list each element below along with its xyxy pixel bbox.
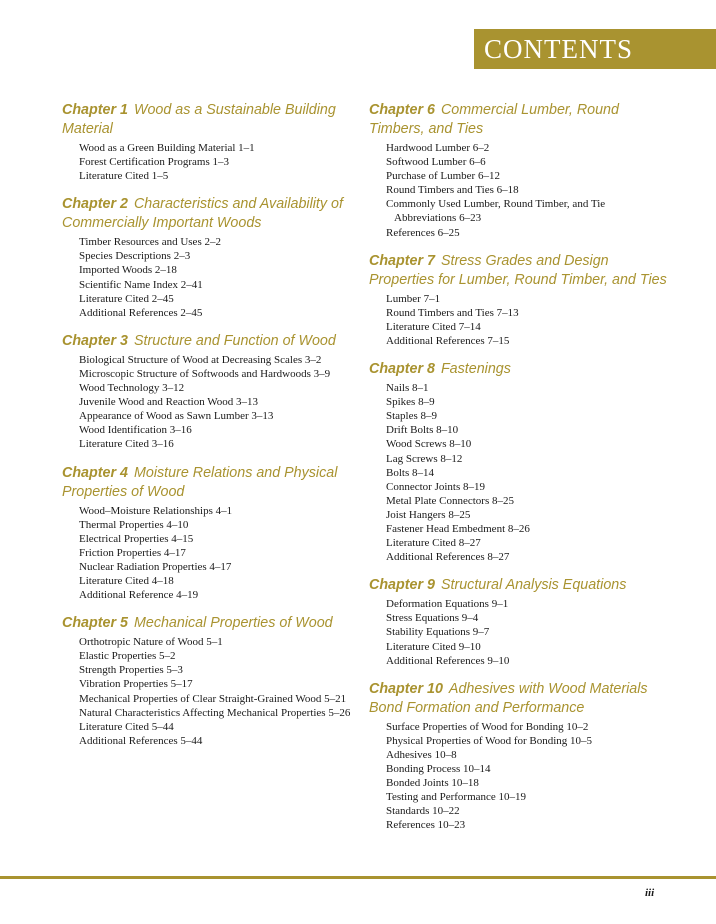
section-entry[interactable]: Physical Properties of Wood for Bonding 10–5 (386, 734, 593, 747)
section-entry[interactable]: Scientific Name Index 2–41 (79, 278, 203, 291)
chapter-title: Stress Grades and Design Properties for Lumber, Round Timber, and Ties (369, 252, 667, 288)
section-entry[interactable]: Literature Cited 4–18 (79, 574, 174, 587)
section-entry[interactable]: Nails 8–1 (386, 382, 429, 395)
section-entry[interactable]: Metal Plate Connectors 8–25 (386, 494, 515, 507)
chapter-title: Adhesives with Wood Materials Bond Formation and Performance (369, 680, 648, 716)
chapter-block (369, 252, 669, 348)
section-entry[interactable]: Literature Cited 8–27 (386, 537, 481, 550)
section-entry[interactable]: Wood Technology 3–12 (79, 382, 185, 395)
chapter-title: Commercial Lumber, Round Timbers, and Ties (369, 102, 619, 137)
chapter-number: Chapter 10 (369, 680, 443, 697)
chapter-number: Chapter 6 (369, 102, 435, 118)
section-entry[interactable]: Wood–Moisture Relationships 4–1 (79, 504, 233, 517)
section-list (369, 597, 669, 667)
section-entry[interactable]: Juvenile Wood and Reaction Wood 3–13 (79, 396, 258, 409)
section-entry[interactable]: Additional Reference 4–19 (79, 589, 199, 602)
section-entry[interactable]: Round Timbers and Ties 6–18 (386, 184, 519, 197)
section-list (62, 635, 362, 748)
chapter-block (369, 680, 669, 833)
chapter-title: Mechanical Properties of Wood (133, 615, 333, 632)
section-entry[interactable]: Timber Resources and Uses 2–2 (79, 236, 221, 249)
section-list (62, 235, 362, 320)
section-entry[interactable]: Orthotropic Nature of Wood 5–1 (79, 636, 223, 649)
section-entry[interactable]: Stability Equations 9–7 (386, 626, 490, 639)
chapter-number: Chapter 7 (369, 252, 435, 269)
chapter-heading (369, 576, 669, 595)
section-entry[interactable]: Imported Woods 2–18 (79, 264, 177, 277)
section-entry[interactable]: Additional References 9–10 (386, 654, 510, 667)
section-entry[interactable]: Round Timbers and Ties 7–13 (386, 306, 519, 319)
section-entry[interactable]: Bolts 8–14 (386, 466, 434, 479)
section-entry[interactable]: Literature Cited 2–45 (79, 292, 174, 305)
chapter-heading (62, 332, 362, 351)
section-entry[interactable]: Appearance of Wood as Sawn Lumber 3–13 (79, 410, 274, 423)
section-entry[interactable]: Lag Screws 8–12 (386, 452, 463, 465)
section-entry[interactable]: Hardwood Lumber 6–2 (386, 142, 490, 154)
section-entry[interactable]: References 6–25 (386, 226, 460, 239)
chapter-heading (369, 360, 669, 379)
section-entry[interactable]: Species Descriptions 2–3 (79, 250, 191, 263)
chapter-block (62, 332, 362, 452)
chapter-heading (369, 680, 669, 718)
section-entry[interactable]: Additional References 8–27 (386, 551, 510, 564)
section-entry[interactable]: Literature Cited 1–5 (79, 170, 169, 183)
section-entry[interactable]: Standards 10–22 (386, 805, 460, 818)
toc-column-left (62, 101, 362, 760)
page-number: iii (645, 887, 655, 899)
chapter-heading (62, 101, 362, 139)
chapter-heading (62, 614, 362, 633)
section-entry[interactable]: Adhesives 10–8 (386, 748, 457, 761)
section-entry[interactable]: Microscopic Structure of Softwoods and Hardwoods 3–9 (79, 367, 331, 380)
section-entry[interactable]: Additional References 2–45 (79, 306, 203, 319)
section-entry[interactable]: Additional References 7–15 (386, 334, 510, 347)
section-entry[interactable]: Literature Cited 5–44 (79, 720, 174, 733)
section-entry[interactable]: Vibration Properties 5–17 (79, 678, 193, 691)
chapter-number: Chapter 9 (369, 577, 435, 594)
section-entry[interactable]: Strength Properties 5–3 (79, 664, 183, 677)
section-entry[interactable]: Natural Characteristics Affecting Mechanical Properties 5–26 (79, 706, 351, 719)
chapter-block (62, 101, 362, 183)
section-entry[interactable]: Biological Structure of Wood at Decreasing Scales 3–2 (79, 353, 322, 366)
footer-rule (0, 876, 716, 879)
section-entry[interactable]: Additional References 5–44 (79, 734, 203, 747)
section-entry[interactable]: Drift Bolts 8–10 (386, 424, 459, 437)
section-entry[interactable]: Testing and Performance 10–19 (386, 791, 527, 804)
section-entry[interactable]: Stress Equations 9–4 (386, 612, 479, 625)
section-entry[interactable]: Nuclear Radiation Properties 4–17 (79, 560, 232, 573)
chapter-block (62, 195, 362, 320)
section-list (369, 720, 669, 833)
section-entry[interactable]: Friction Properties 4–17 (79, 546, 186, 559)
section-entry[interactable]: Bonded Joints 10–18 (386, 777, 479, 790)
section-entry[interactable]: Forest Certification Programs 1–3 (79, 156, 230, 169)
chapter-block (369, 360, 669, 564)
chapter-heading (369, 252, 669, 290)
section-entry[interactable]: Wood Screws 8–10 (386, 438, 472, 451)
section-list (62, 353, 362, 452)
chapter-block (369, 576, 669, 667)
section-list (369, 141, 669, 240)
section-entry[interactable]: Literature Cited 3–16 (79, 438, 174, 451)
chapter-title: Moisture Relations and Physical Properties of Wood (62, 464, 338, 500)
chapter-block (62, 614, 362, 748)
section-entry[interactable]: Softwood Lumber 6–6 (386, 156, 486, 169)
section-entry[interactable]: Literature Cited 7–14 (386, 320, 481, 333)
chapter-heading (62, 195, 362, 233)
section-entry[interactable]: Purchase of Lumber 6–12 (386, 170, 500, 183)
section-entry[interactable]: Wood Identification 3–16 (79, 424, 192, 437)
section-list (369, 381, 669, 564)
section-entry[interactable]: Electrical Properties 4–15 (79, 532, 194, 545)
section-entry[interactable]: Staples 8–9 (386, 410, 438, 423)
chapter-number: Chapter 3 (62, 332, 128, 349)
section-entry[interactable]: References 10–23 (386, 819, 466, 832)
section-entry[interactable]: Deformation Equations 9–1 (386, 598, 509, 611)
chapter-number: Chapter 5 (62, 615, 128, 632)
chapter-title: Structural Analysis Equations (440, 577, 627, 594)
section-entry[interactable]: Lumber 7–1 (386, 292, 441, 305)
section-entry[interactable]: Literature Cited 9–10 (386, 640, 481, 653)
section-entry[interactable]: Wood as a Green Building Material 1–1 (79, 142, 255, 154)
chapter-title: Wood as a Sustainable Building Material (62, 102, 336, 137)
section-entry[interactable]: Bonding Process 10–14 (386, 763, 491, 775)
chapter-heading (62, 464, 362, 502)
chapter-block (62, 464, 362, 603)
section-entry[interactable]: Connector Joints 8–19 (386, 480, 485, 493)
chapter-block (369, 101, 669, 240)
chapter-number: Chapter 4 (62, 464, 128, 481)
section-entry[interactable]: Commonly Used Lumber, Round Timber, and Tie Abbreviations 6–23 (386, 198, 606, 225)
section-list (62, 141, 362, 183)
section-list (369, 292, 669, 348)
chapter-number: Chapter 8 (369, 361, 435, 378)
section-entry[interactable]: Thermal Properties 4–10 (79, 518, 189, 531)
section-list (62, 504, 362, 603)
section-entry[interactable]: Spikes 8–9 (386, 396, 435, 409)
chapter-number: Chapter 1 (62, 102, 128, 118)
chapter-title: Structure and Function of Wood (133, 332, 336, 349)
section-entry[interactable]: Elastic Properties 5–2 (79, 650, 176, 663)
section-entry[interactable]: Fastener Head Embedment 8–26 (386, 522, 530, 535)
contents-banner: CONTENTS (474, 29, 716, 69)
toc-column-right (369, 101, 669, 844)
section-entry[interactable]: Surface Properties of Wood for Bonding 10–2 (386, 720, 589, 733)
chapter-number: Chapter 2 (62, 196, 128, 213)
section-entry[interactable]: Mechanical Properties of Clear Straight-Grained Wood 5–21 (79, 692, 347, 705)
chapter-title: Characteristics and Availability of Commercially Important Woods (62, 196, 343, 232)
section-entry[interactable]: Joist Hangers 8–25 (386, 508, 471, 521)
chapter-title: Fastenings (440, 361, 511, 378)
chapter-heading (369, 101, 669, 139)
